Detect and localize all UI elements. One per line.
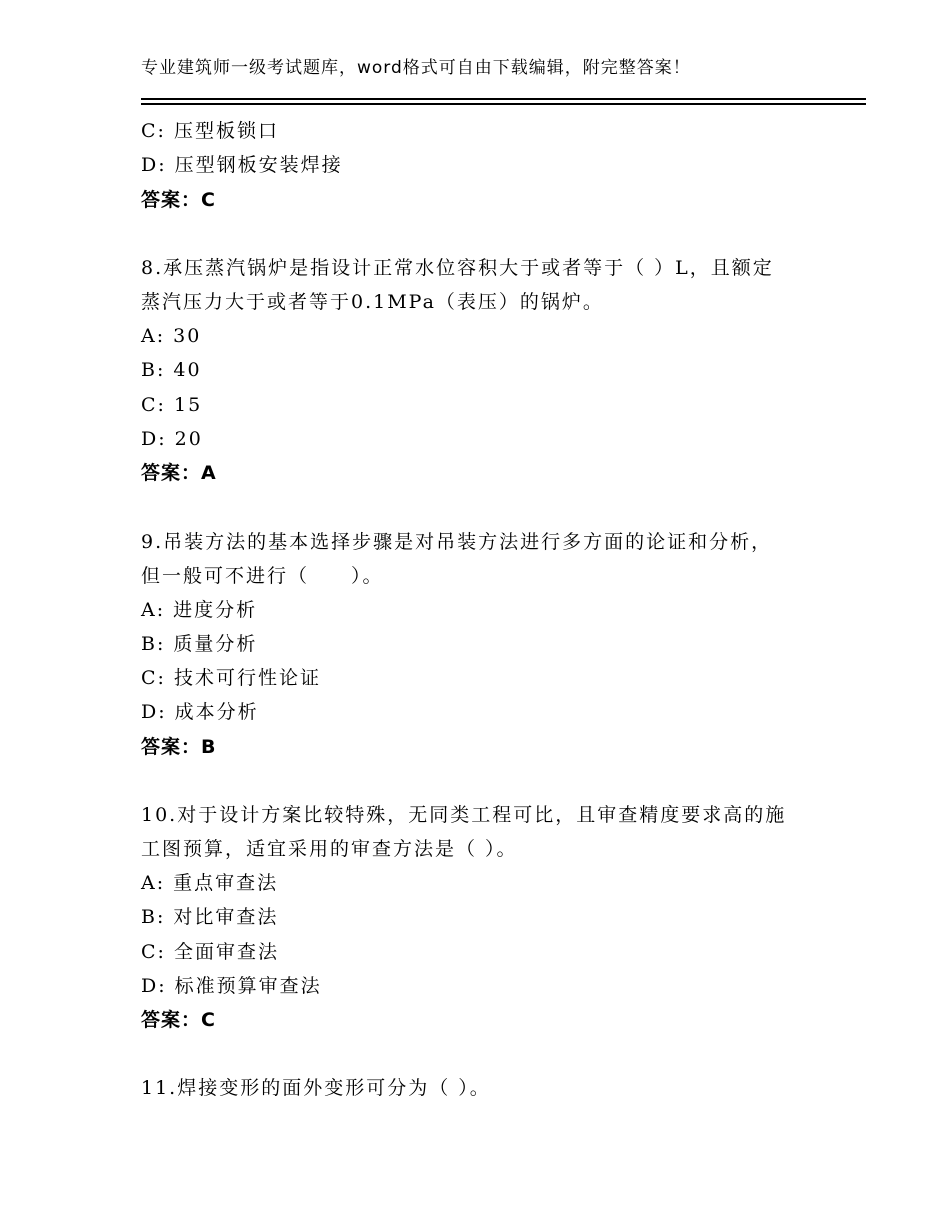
question-10-option-a: A: 重点审查法 [141, 872, 279, 894]
question-9-stem-line-2: 但一般可不进行（ ）。 [141, 565, 384, 587]
question-10-option-b: B: 对比审查法 [141, 906, 279, 928]
page-header: 专业建筑师一级考试题库，word格式可自由下载编辑，附完整答案！ [141, 58, 691, 78]
question-9-option-a: A: 进度分析 [141, 599, 258, 621]
question-8-stem-line-1: 8.承压蒸汽锅炉是指设计正常水位容积大于或者等于（ ）L，且额定 [141, 257, 774, 279]
question-10-stem-line-2: 工图预算，适宜采用的审查方法是（ ）。 [141, 838, 518, 860]
option-c: C: 压型板锁口 [141, 120, 279, 142]
header-rule-top [141, 98, 866, 100]
question-8-option-a: A: 30 [141, 325, 202, 347]
question-10-answer: 答案：C [141, 1009, 216, 1031]
question-8-option-c: C: 15 [141, 394, 203, 416]
question-9-option-b: B: 质量分析 [141, 633, 258, 655]
question-8-option-d: D: 20 [141, 428, 203, 450]
answer-line: 答案：C [141, 189, 216, 211]
question-9-answer: 答案：B [141, 736, 217, 758]
question-8-option-b: B: 40 [141, 359, 202, 381]
question-10-option-c: C: 全面审查法 [141, 941, 279, 963]
header-rule-bottom [141, 103, 866, 105]
question-9-option-d: D: 成本分析 [141, 701, 259, 723]
option-d: D: 压型钢板安装焊接 [141, 154, 343, 176]
question-8-stem-line-2: 蒸汽压力大于或者等于0.1MPa（表压）的锅炉。 [141, 291, 604, 313]
question-10-option-d: D: 标准预算审查法 [141, 975, 322, 997]
question-11-stem-line-1: 11.焊接变形的面外变形可分为（ ）。 [141, 1077, 491, 1099]
question-8-answer: 答案：A [141, 462, 217, 484]
question-9-option-c: C: 技术可行性论证 [141, 667, 321, 689]
question-10-stem-line-1: 10.对于设计方案比较特殊，无同类工程可比，且审查精度要求高的施 [141, 804, 787, 826]
question-9-stem-line-1: 9.吊装方法的基本选择步骤是对吊装方法进行多方面的论证和分析， [141, 531, 773, 553]
